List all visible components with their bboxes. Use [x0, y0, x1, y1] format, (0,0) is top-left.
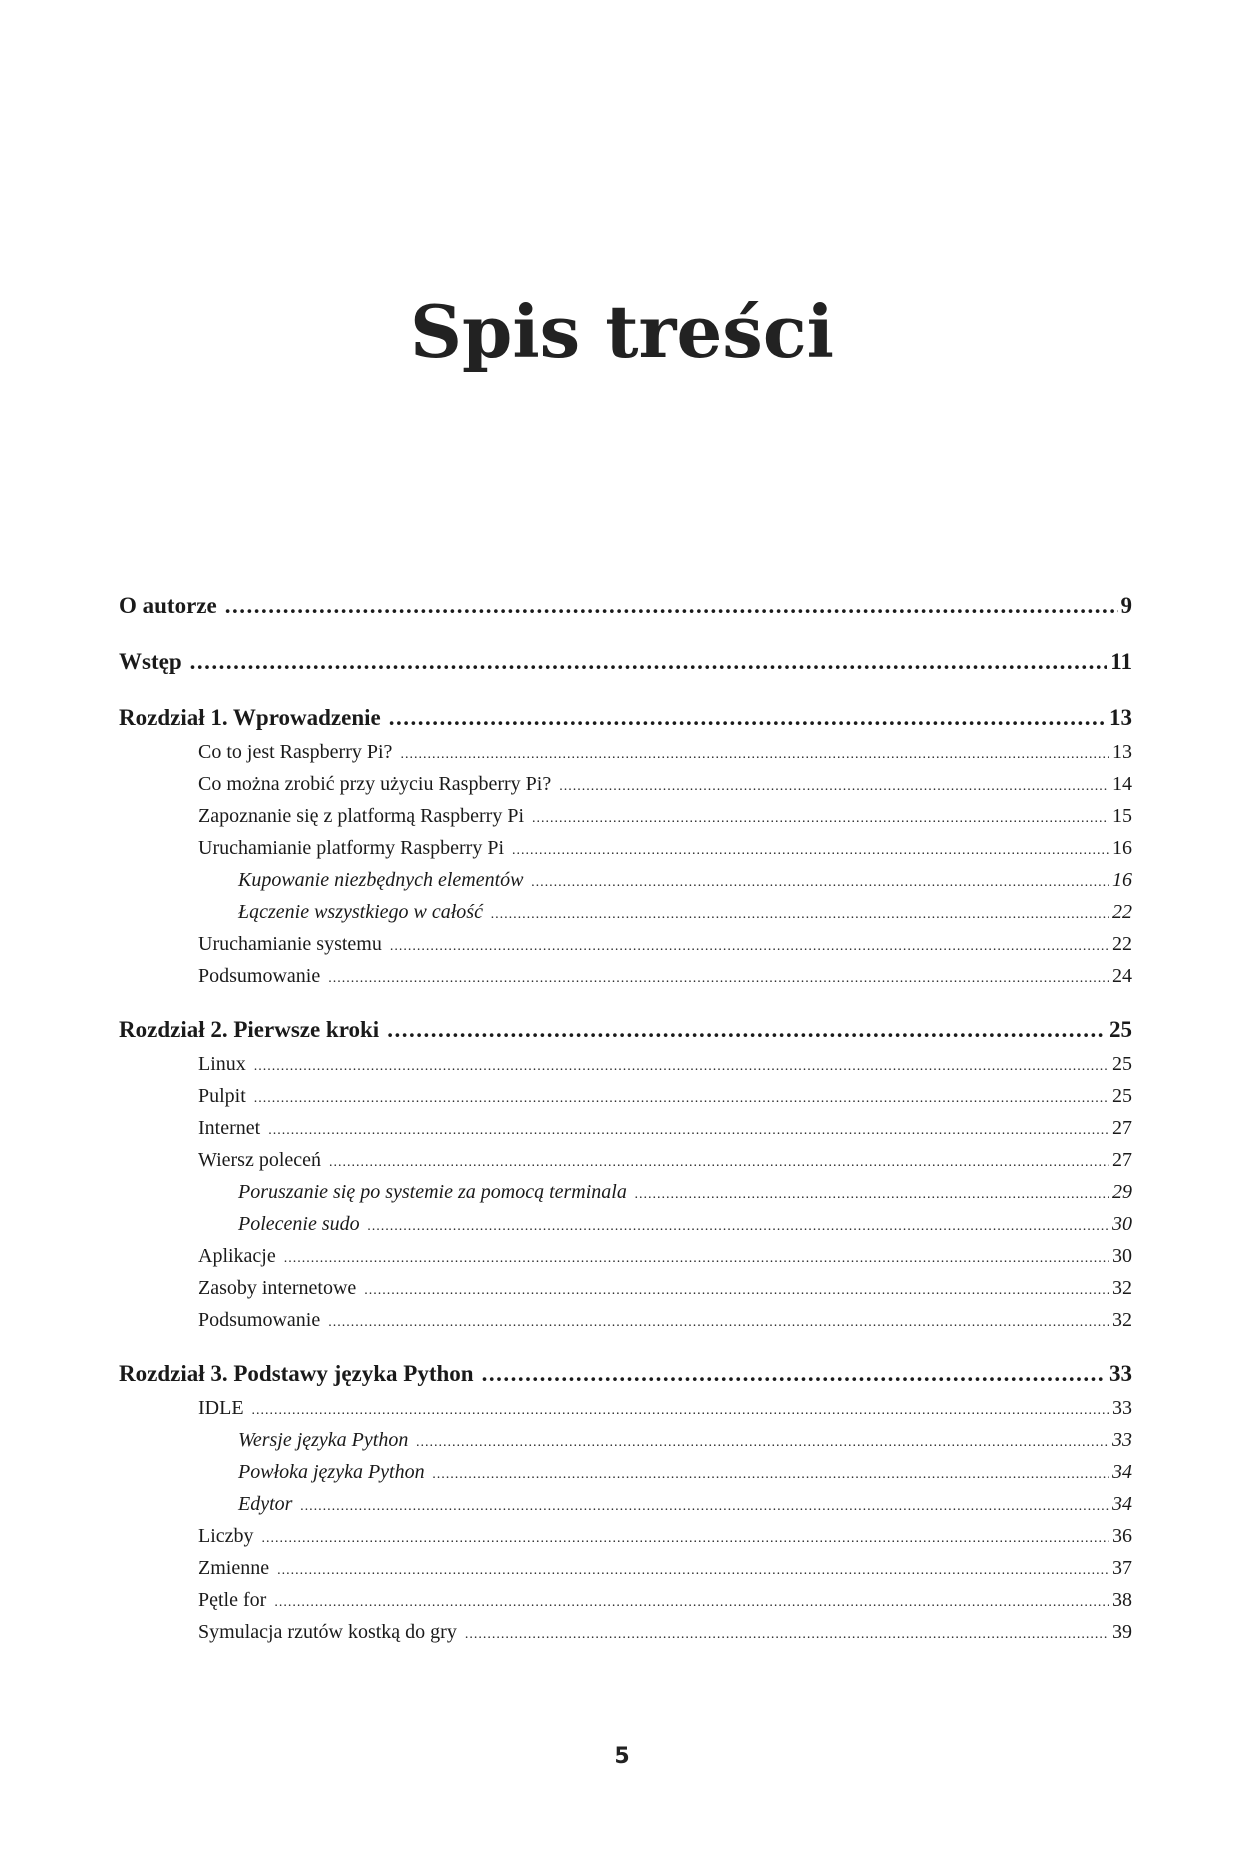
toc-entry-label: O autorze [119, 593, 217, 618]
toc-entry-label: Aplikacje [198, 1245, 276, 1267]
toc-entry-label: Poruszanie się po systemie za pomocą terminala [238, 1181, 627, 1203]
toc-entry-page: 33 [1112, 1397, 1132, 1419]
dot-leader [465, 1619, 1109, 1651]
dot-leader [433, 1459, 1109, 1491]
toc-entry-label: Zapoznanie się z platformą Raspberry Pi [198, 805, 524, 827]
dot-leader [254, 1083, 1109, 1115]
toc-entry-label: Co to jest Raspberry Pi? [198, 741, 393, 763]
toc-entry-label: Rozdział 3. Podstawy języka Python [119, 1361, 474, 1386]
toc-entry[interactable] [119, 644, 1132, 680]
toc-entry-label: IDLE [198, 1397, 244, 1419]
toc-chapter[interactable] [119, 1356, 1132, 1392]
toc-entry-page: 22 [1112, 933, 1132, 955]
dot-leader [512, 835, 1109, 867]
toc-section[interactable] [119, 1552, 1132, 1584]
dot-leader [532, 803, 1109, 835]
toc-section[interactable] [119, 1392, 1132, 1424]
toc-entry-label: Symulacja rzutów kostką do gry [198, 1621, 457, 1643]
dot-leader [252, 1395, 1109, 1427]
table-of-contents [119, 588, 1132, 1648]
toc-entry-label: Powłoka języka Python [238, 1461, 425, 1483]
toc-entry-label: Wiersz poleceń [198, 1149, 322, 1171]
toc-chapter[interactable] [119, 1012, 1132, 1048]
dot-leader [400, 739, 1109, 771]
dot-leader [635, 1179, 1109, 1211]
toc-entry-page: 13 [1109, 705, 1132, 730]
toc-entry-label: Liczby [198, 1525, 254, 1547]
toc-section[interactable] [119, 1272, 1132, 1304]
toc-entry-page: 9 [1120, 593, 1132, 618]
toc-entry-page: 36 [1112, 1525, 1132, 1547]
toc-section[interactable] [119, 1520, 1132, 1552]
dot-leader [190, 644, 1108, 680]
toc-section[interactable] [119, 928, 1132, 960]
dot-leader [328, 963, 1109, 995]
dot-leader [329, 1147, 1109, 1179]
dot-leader [254, 1051, 1109, 1083]
page-number: 5 [614, 1744, 630, 1769]
toc-entry-page: 34 [1112, 1493, 1132, 1515]
toc-section[interactable] [119, 832, 1132, 864]
toc-section[interactable] [119, 1240, 1132, 1272]
toc-section[interactable] [119, 960, 1132, 992]
toc-entry-page: 33 [1109, 1361, 1132, 1386]
toc-subsection[interactable] [119, 1488, 1132, 1520]
toc-entry-page: 32 [1112, 1277, 1132, 1299]
dot-leader [368, 1211, 1109, 1243]
toc-entry-page: 16 [1112, 837, 1132, 859]
toc-subsection[interactable] [119, 864, 1132, 896]
toc-entry-page: 15 [1112, 805, 1132, 827]
toc-entry-label: Pętle for [198, 1589, 267, 1611]
toc-entry-page: 27 [1112, 1117, 1132, 1139]
dot-leader [268, 1115, 1109, 1147]
toc-entry-label: Wersje języka Python [238, 1429, 409, 1451]
toc-entry-label: Linux [198, 1053, 246, 1075]
toc-entry-page: 29 [1112, 1181, 1132, 1203]
dot-leader [300, 1491, 1109, 1523]
toc-entry-page: 32 [1112, 1309, 1132, 1331]
toc-entry-page: 33 [1112, 1429, 1132, 1451]
page-title: Spis treści [409, 289, 835, 374]
toc-chapter[interactable] [119, 700, 1132, 736]
toc-entry-page: 24 [1112, 965, 1132, 987]
toc-entry-label: Łączenie wszystkiego w całość [238, 901, 483, 923]
toc-entry-label: Rozdział 1. Wprowadzenie [119, 705, 381, 730]
toc-entry-label: Uruchamianie systemu [198, 933, 382, 955]
toc-subsection[interactable] [119, 1176, 1132, 1208]
toc-entry-page: 16 [1112, 869, 1132, 891]
toc-section[interactable] [119, 800, 1132, 832]
toc-entry-page: 25 [1112, 1053, 1132, 1075]
toc-entry-page: 14 [1112, 773, 1132, 795]
toc-section[interactable] [119, 1080, 1132, 1112]
toc-section[interactable] [119, 1112, 1132, 1144]
toc-entry-page: 11 [1110, 649, 1132, 674]
toc-entry-page: 37 [1112, 1557, 1132, 1579]
dot-leader [389, 700, 1106, 736]
toc-entry-label: Rozdział 2. Pierwsze kroki [119, 1017, 380, 1042]
toc-entry-label: Podsumowanie [198, 965, 321, 987]
toc-entry-page: 13 [1112, 741, 1132, 763]
dot-leader [262, 1523, 1109, 1555]
toc-entry-page: 30 [1112, 1245, 1132, 1267]
toc-entry-label: Polecenie sudo [238, 1213, 360, 1235]
toc-section[interactable] [119, 768, 1132, 800]
toc-entry-label: Wstęp [119, 649, 182, 674]
toc-subsection[interactable] [119, 1424, 1132, 1456]
dot-leader [416, 1427, 1109, 1459]
toc-subsection[interactable] [119, 1456, 1132, 1488]
toc-entry-label: Podsumowanie [198, 1309, 321, 1331]
toc-section[interactable] [119, 1616, 1132, 1648]
toc-section[interactable] [119, 1584, 1132, 1616]
toc-entry-page: 25 [1112, 1085, 1132, 1107]
dot-leader [364, 1275, 1109, 1307]
toc-subsection[interactable] [119, 896, 1132, 928]
dot-leader [225, 588, 1118, 624]
toc-entry-label: Internet [198, 1117, 261, 1139]
dot-leader [390, 931, 1109, 963]
toc-entry-page: 30 [1112, 1213, 1132, 1235]
toc-entry-label: Edytor [238, 1493, 293, 1515]
toc-section[interactable] [119, 1144, 1132, 1176]
dot-leader [491, 899, 1109, 931]
toc-entry-label: Uruchamianie platformy Raspberry Pi [198, 837, 505, 859]
toc-section[interactable] [119, 736, 1132, 768]
toc-entry-label: Pulpit [198, 1085, 246, 1107]
toc-entry-page: 34 [1112, 1461, 1132, 1483]
toc-entry-label: Co można zrobić przy użyciu Raspberry Pi? [198, 773, 552, 795]
dot-leader [274, 1587, 1109, 1619]
dot-leader [532, 867, 1110, 899]
toc-section[interactable] [119, 1048, 1132, 1080]
dot-leader [284, 1243, 1109, 1275]
toc-section[interactable] [119, 1304, 1132, 1336]
toc-entry-page: 25 [1109, 1017, 1132, 1042]
toc-entry-label: Zasoby internetowe [198, 1277, 357, 1299]
toc-entry-label: Kupowanie niezbędnych elementów [238, 869, 524, 891]
toc-entry-page: 38 [1112, 1589, 1132, 1611]
dot-leader [277, 1555, 1109, 1587]
dot-leader [482, 1356, 1106, 1392]
toc-entry[interactable] [119, 588, 1132, 624]
toc-entry-page: 22 [1112, 901, 1132, 923]
toc-entry-page: 27 [1112, 1149, 1132, 1171]
toc-entry-page: 39 [1112, 1621, 1132, 1643]
dot-leader [387, 1012, 1106, 1048]
toc-entry-label: Zmienne [198, 1557, 270, 1579]
dot-leader [328, 1307, 1109, 1339]
toc-subsection[interactable] [119, 1208, 1132, 1240]
dot-leader [559, 771, 1109, 803]
